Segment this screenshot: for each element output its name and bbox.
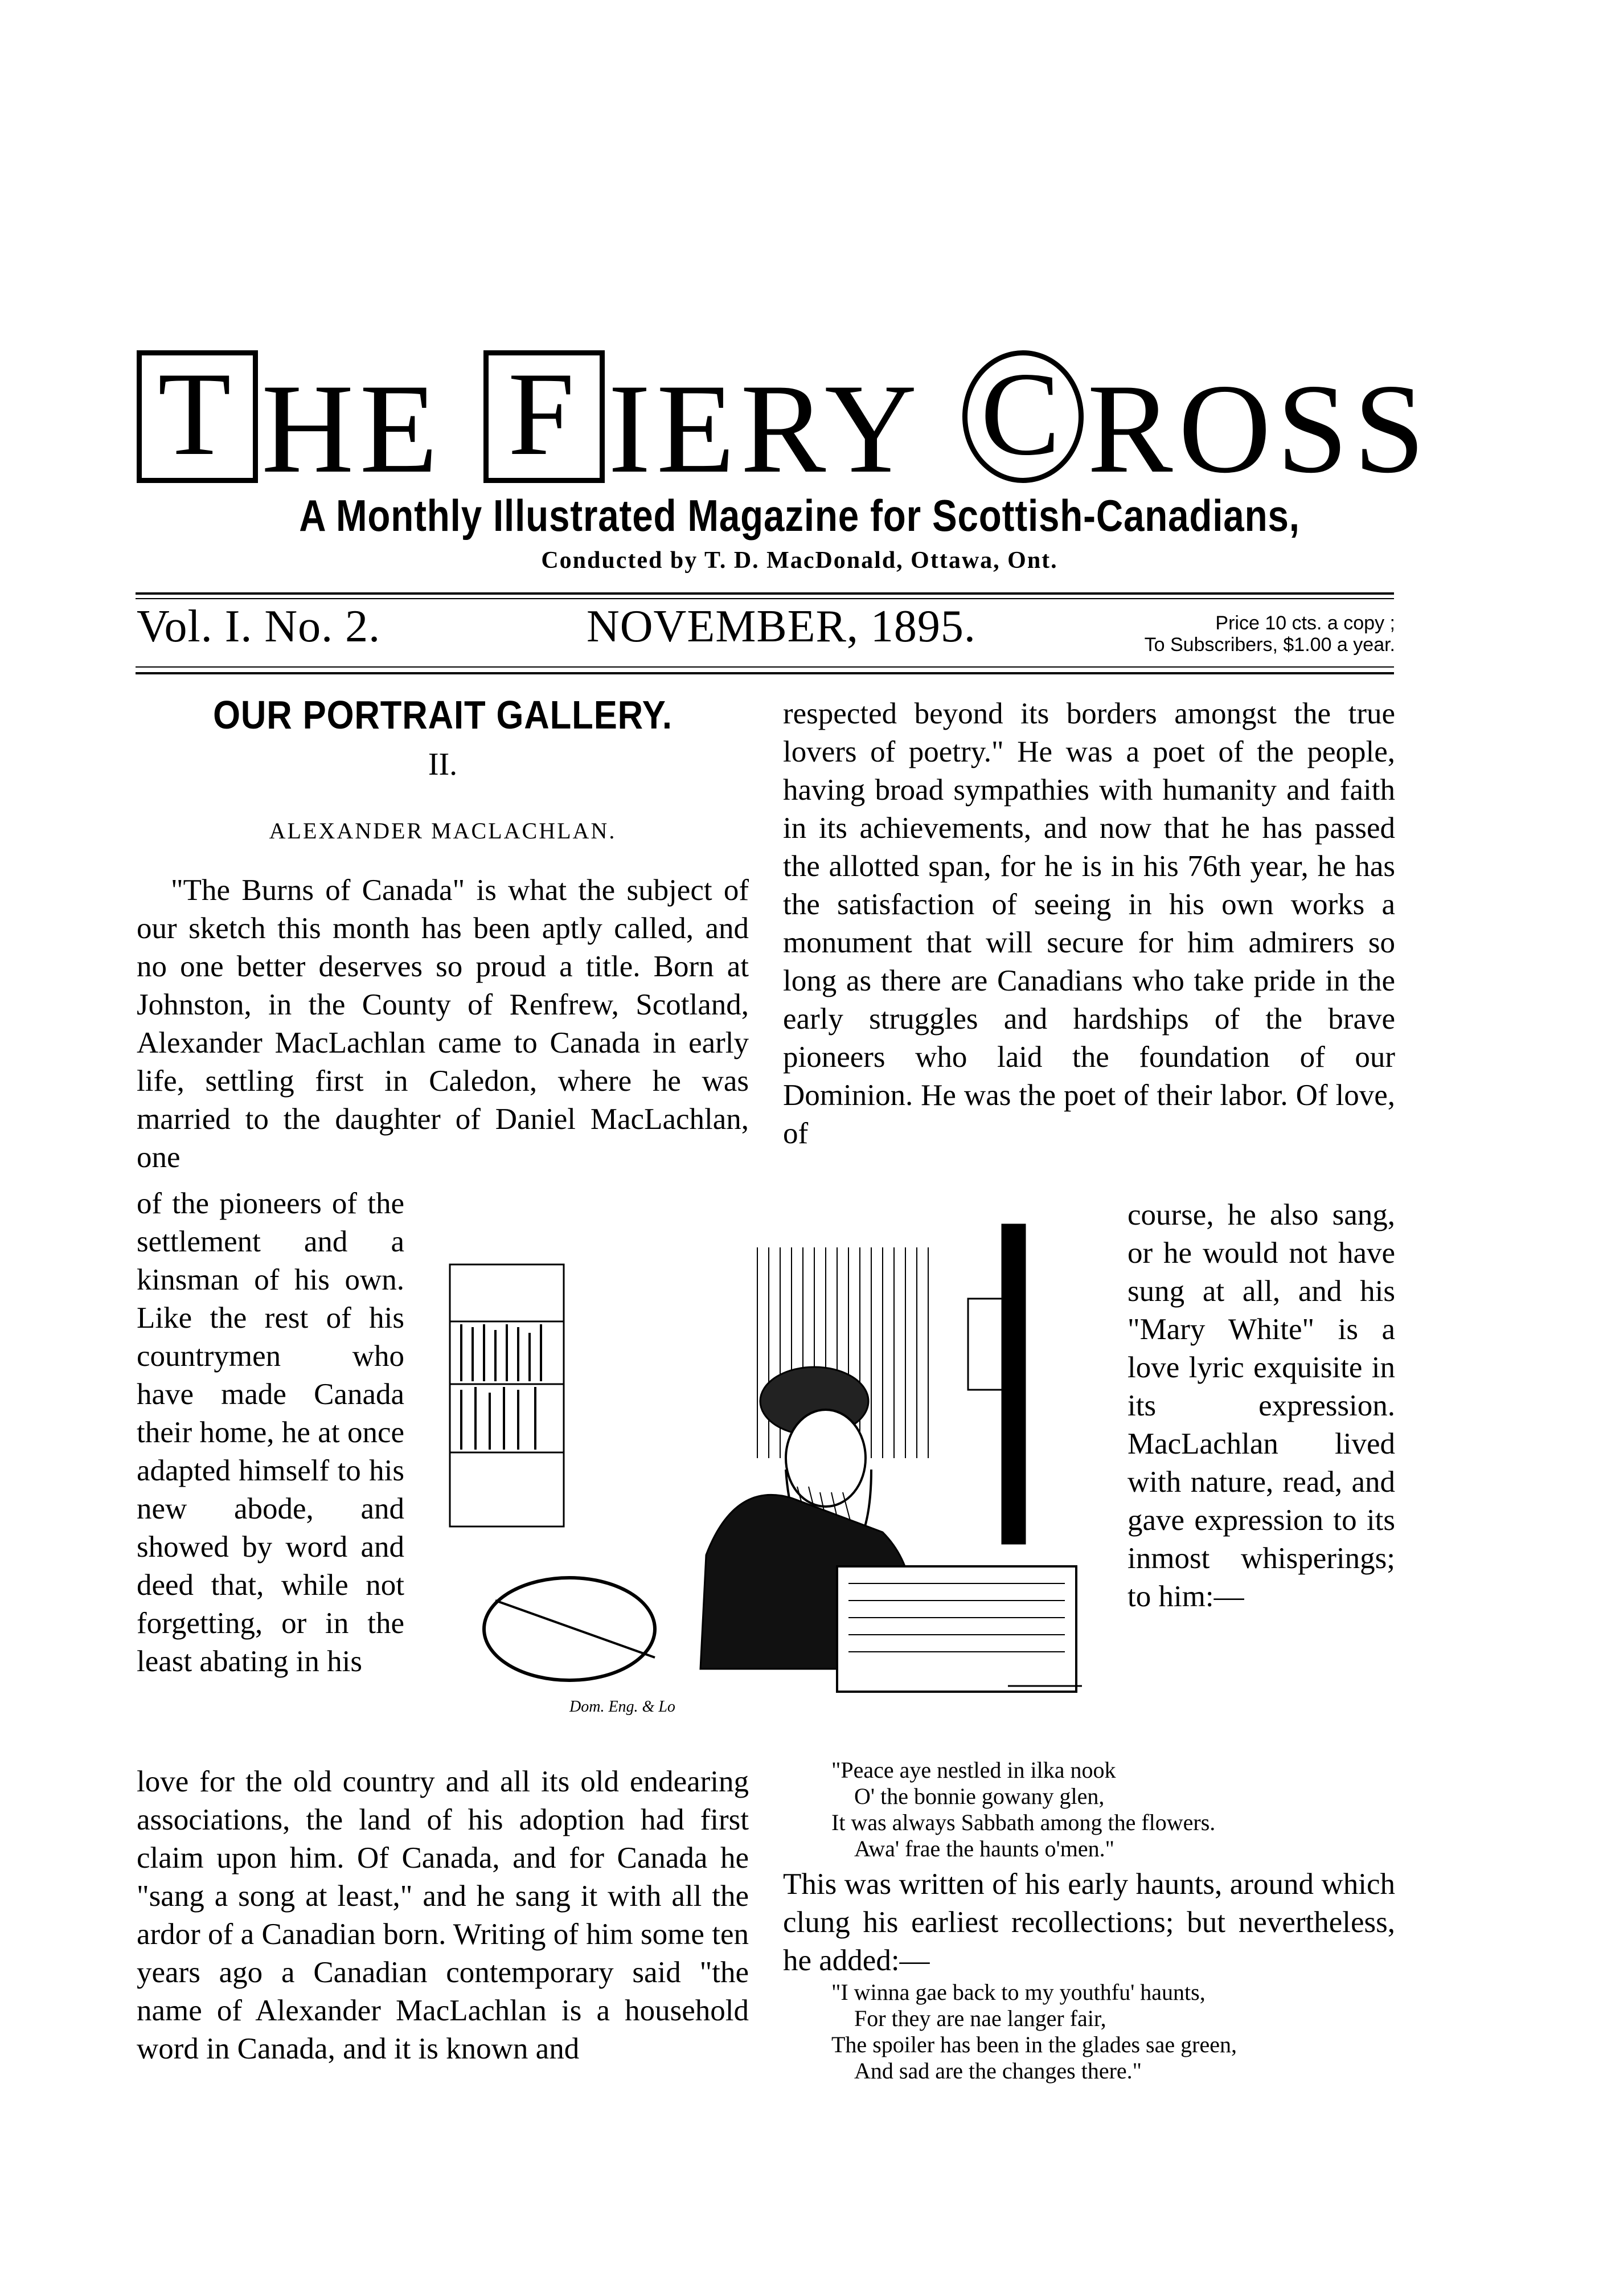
title-initial-c: C	[962, 350, 1084, 483]
face	[786, 1410, 866, 1507]
poem-excerpt-2	[831, 1979, 1395, 2084]
article-paragraph-right-top: respected beyond its borders amongst the true lovers of poetry." He was a poet of the people, having broad sympathies with humanity and faith in its achievements, and now that he has passed the allotted span, for he is in his 76th year, he has the satisfaction of seeing in his own works a monument that will secure for him admirers so long as there are Canadians who take pride in the early struggles and hardships of the brave pioneers who laid the foundation of our Dominion. He was the poet of their labor. Of love, of	[783, 697, 1395, 1150]
issue-date: NOVEMBER, 1895.	[587, 601, 976, 652]
article-paragraph-left-narrow: of the pioneers of the settlement and a kinsman of his own. Like the rest of his countrymen who have made Canada their home, he at once adapted himself to his new abode, and showed by word and deed that, while not forgetting, or in the least abating in his	[137, 1187, 404, 1678]
chair	[484, 1578, 655, 1680]
title-initial-t: T	[137, 350, 258, 483]
section-heading: OUR PORTRAIT GALLERY.	[213, 693, 673, 737]
portrait-illustration	[438, 1213, 1093, 1726]
poem-line: And sad are the changes there."	[854, 2058, 1142, 2084]
writing-desk	[837, 1566, 1076, 1692]
title-word-iery: IERY	[608, 357, 923, 500]
header-rule-bottom	[136, 672, 1394, 674]
price-copy: Price 10 cts. a copy ;	[1215, 612, 1395, 634]
volume-number: Vol. I. No. 2.	[137, 601, 381, 652]
header-rule-top	[136, 592, 1394, 595]
article-paragraph-left-top: "The Burns of Canada" is what the subject of our sketch this month has been aptly called, and no one better deserves so proud a title. Born at Johnston, in the County of Renfrew, Scotland, Alexander MacLachlan came to Canada in early life, settling first in Caledon, where he was married to the daughter of Daniel MacLachlan, one	[137, 874, 749, 1174]
poem-line: The spoiler has been in the glades sae green,	[831, 2032, 1237, 2057]
portrait-subject: ALEXANDER MACLACHLAN.	[269, 818, 617, 844]
magazine-title	[137, 348, 1431, 500]
magazine-subtitle: A Monthly Illustrated Magazine for Scottish-Canadians,	[299, 490, 1300, 541]
section-numeral: II.	[428, 747, 458, 782]
article-paragraph-left-bottom: love for the old country and all its old endearing associations, the land of his adoption had first claim upon him. Of Canada, and for Canada he "sang a song at least," and he sang it with all the ardor of a Canadian born. Writing of him some ten years ago a Canadian contemporary said "the name of Alexander MacLachlan is a household word in Canada, and it is known and	[137, 1765, 749, 2065]
poem-line: For they are nae langer fair,	[854, 2006, 1106, 2031]
price-info	[1110, 612, 1395, 656]
poem-line: "Peace aye nestled in ilka nook	[831, 1757, 1116, 1783]
price-subscription: To Subscribers, $1.00 a year.	[1144, 634, 1395, 656]
title-word-ross: ROSS	[1087, 357, 1431, 500]
poem-excerpt-1	[831, 1757, 1395, 1862]
title-word-he: HE	[261, 357, 444, 500]
title-initial-f: F	[483, 350, 605, 483]
article-paragraph-right-mid: This was written of his early haunts, around which clung his earliest recollections; but nevertheless, he added:—	[783, 1868, 1395, 1977]
article-paragraph-right-narrow: course, he also sang, or he would not have sung at all, and his "Mary White" is a love lyric exquisite in its expression. MacLachlan lived with nature, read, and gave expression to its inmost whisperings; to him:—	[1128, 1198, 1395, 1613]
header-rule-top-thin	[136, 598, 1394, 599]
poem-line: O' the bonnie gowany glen,	[854, 1783, 1105, 1809]
portrait-engraving	[438, 1213, 1093, 1726]
poem-line: It was always Sabbath among the flowers.	[831, 1810, 1216, 1835]
engraver-signature: Dom. Eng. & Lo	[569, 1698, 675, 1716]
header-rule-bottom-thin	[136, 666, 1394, 668]
bookshelf	[450, 1264, 564, 1526]
poem-line: Awa' frae the haunts o'men."	[854, 1836, 1114, 1861]
conductor-line: Conducted by T. D. MacDonald, Ottawa, Ont.	[541, 547, 1058, 574]
poem-line: "I winna gae back to my youthfu' haunts,	[831, 1979, 1206, 2005]
